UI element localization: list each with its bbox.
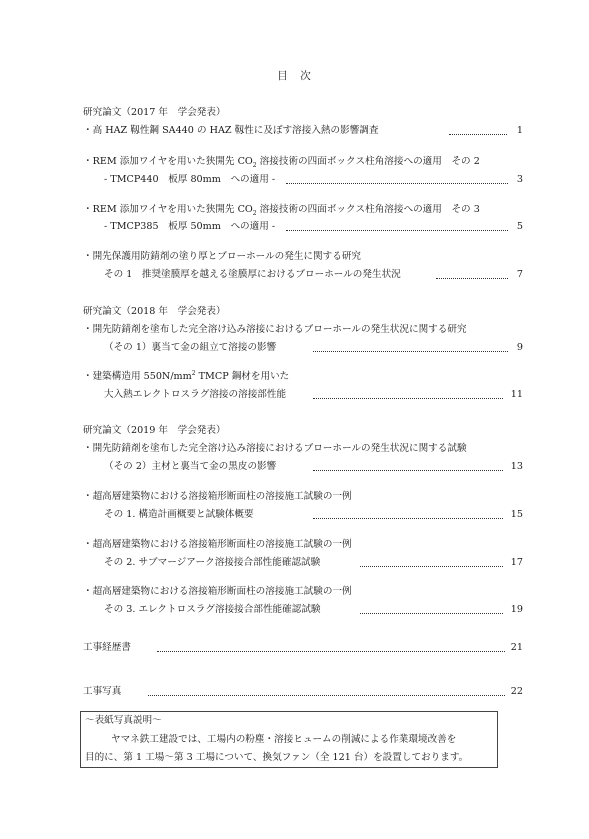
page-title: 目 次 (277, 70, 312, 82)
page-number: 22 (510, 686, 523, 697)
toc-entry-title: ・REM 添加ワイヤを用いた狭開先 $CO_2$ 溶接技術の四面ボックス柱角溶接への適用 その 3 (83, 204, 480, 217)
toc-entry-title: ・高 HAZ 靱性鋼 SA440 の HAZ 靱性に及ぼす溶接入熱の影響調査 (83, 125, 379, 136)
toc-entry-title: ・超高層建築物における溶接箱形断面柱の溶接施工試験の一例 (83, 586, 352, 597)
dot-leader (313, 351, 508, 352)
section-heading-2017: 研究論文（2017 年 学会発表） (83, 107, 226, 118)
page-number: 9 (516, 342, 523, 353)
page-number: 5 (516, 221, 523, 232)
toc-entry-title: ・建築構造用 $550N/mm^2$ TMCP 鋼材を用いた (83, 369, 290, 382)
toc-entry-subtitle: （その 1）裏当て金の組立て溶接の影響 (104, 342, 277, 353)
cover-note-line: ヤマネ鉄工建設では、工場内の粉塵・溶接ヒュームの削減による作業環境改善を (111, 734, 457, 745)
toc-entry-title: 工事経歴書 (83, 642, 131, 653)
toc-entry-subtitle: その 3. エレクトロスラグ溶接接合部性能確認試験 (104, 604, 321, 615)
section-heading-2018: 研究論文（2018 年 学会発表） (83, 306, 226, 317)
dot-leader (157, 651, 505, 652)
toc-entry-subtitle: 大入熱エレクトロスラグ溶接の溶接部性能 (104, 389, 287, 400)
section-heading-2019: 研究論文（2019 年 学会発表） (83, 425, 226, 436)
page-number: 19 (510, 604, 523, 615)
cover-note-line: 目的に、第 1 工場～第 3 工場について、換気ファン（全 121 台）を設置しております。 (85, 752, 469, 763)
dot-leader (313, 470, 503, 471)
dot-leader (286, 183, 508, 184)
toc-entry-title: ・開先保護用防錆剤の塗り厚とブローホールの発生に関する研究 (83, 251, 362, 262)
dot-leader (436, 278, 508, 279)
toc-entry-title: ・超高層建築物における溶接箱形断面柱の溶接施工試験の一例 (83, 539, 352, 550)
page-number: 15 (510, 509, 523, 520)
toc-entry-title: 工事写真 (83, 686, 122, 697)
toc-entry-title: ・REM 添加ワイヤを用いた狭開先 $CO_2$ 溶接技術の四面ボックス柱角溶接への適用 その 2 (83, 156, 480, 169)
dot-leader (148, 695, 505, 696)
page-number: 11 (510, 389, 523, 400)
toc-entry-title: ・開先防錆剤を塗布した完全溶け込み溶接におけるブローホールの発生状況に関する研究 (83, 324, 467, 335)
toc-entry-subtitle: その 2. サブマージアーク溶接接合部性能確認試験 (104, 557, 321, 568)
dot-leader (286, 230, 508, 231)
toc-entry-title: ・開先防錆剤を塗布した完全溶け込み溶接におけるブローホールの発生状況に関する試験 (83, 443, 467, 454)
dot-leader (360, 566, 503, 567)
dot-leader (313, 398, 503, 399)
page-number: 1 (516, 125, 523, 136)
toc-entry-subtitle: その 1 推奨塗膜厚を越える塗膜厚におけるブローホールの発生状況 (104, 269, 401, 280)
page-number: 3 (516, 174, 523, 185)
page-number: 13 (510, 461, 523, 472)
page-number: 21 (510, 642, 523, 653)
dot-leader (360, 613, 503, 614)
toc-entry-subtitle: - TMCP440 板厚 80mm への適用 - (104, 174, 276, 185)
page-number: 7 (516, 269, 523, 280)
cover-photo-note-box (80, 711, 498, 768)
toc-entry-subtitle: - TMCP385 板厚 50mm への適用 - (104, 221, 276, 232)
toc-entry-subtitle: その 1. 構造計画概要と試験体概要 (104, 509, 254, 520)
dot-leader (313, 518, 503, 519)
toc-entry-title: ・超高層建築物における溶接箱形断面柱の溶接施工試験の一例 (83, 491, 352, 502)
cover-note-heading: ～表紙写真説明～ (85, 715, 162, 726)
page-number: 17 (510, 557, 523, 568)
toc-entry-subtitle: （その 2）主材と裏当て金の黒皮の影響 (104, 461, 277, 472)
